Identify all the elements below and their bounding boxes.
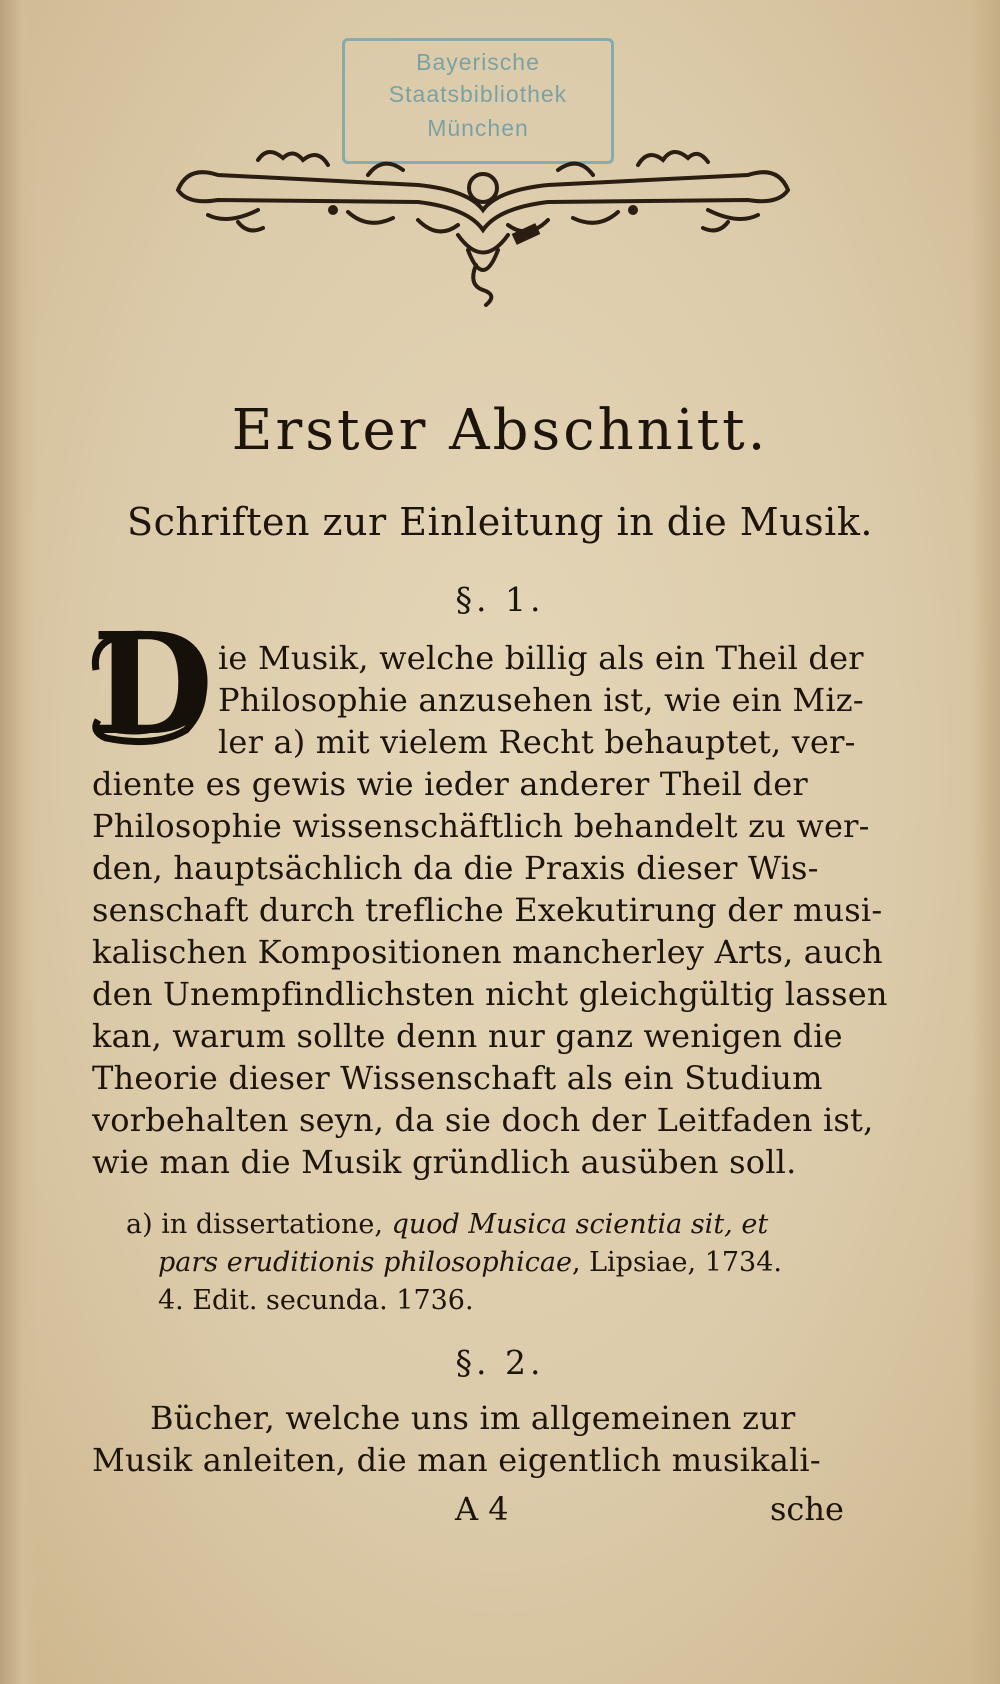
chapter-subheading: Schriften zur Einleitung in die Musik. — [127, 500, 873, 544]
text-line: Philosophie wissenschäftlich behandelt zu wer- — [92, 807, 870, 845]
catchword: sche — [770, 1490, 844, 1528]
text-line: Theorie dieser Wissenschaft als ein Studium — [92, 1059, 823, 1097]
text-line: vorbehalten seyn, da sie doch der Leitfaden ist, — [92, 1101, 874, 1139]
section-mark-2: §. 2. — [455, 1343, 545, 1382]
text-line: den Unempfindlichsten nicht gleichgültig lassen — [92, 975, 888, 1013]
text-line: Philosophie anzusehen ist, wie ein Miz- — [218, 681, 864, 719]
page-edge-shadow-right — [970, 0, 1000, 1684]
text-line: Bücher, welche uns im allgemeinen zur — [150, 1399, 796, 1437]
text-line: wie man die Musik gründlich ausüben soll. — [92, 1143, 797, 1181]
section-mark-1: §. 1. — [455, 580, 545, 619]
text-line: diente es gewis wie ieder anderer Theil der — [92, 765, 808, 803]
stamp-line-2: Staatsbibliothek — [388, 81, 568, 107]
drop-capital: D — [92, 603, 214, 767]
headpiece-ornament-icon — [168, 140, 798, 310]
text-line: ler a) mit vielem Recht behauptet, ver- — [218, 723, 856, 761]
text-line: senschaft durch trefliche Exekutirung der musi- — [92, 891, 883, 929]
stamp-line-3: München — [427, 115, 529, 141]
text-line: den, hauptsächlich da die Praxis dieser Wis- — [92, 849, 819, 887]
footnote-line-2: pars eruditionis philosophicae, Lipsiae, 1734. — [158, 1247, 782, 1278]
signature-mark: A 4 — [455, 1490, 509, 1528]
text-line: kan, warum sollte denn nur ganz wenigen die — [92, 1017, 843, 1055]
stamp-line-1: Bayerische — [416, 49, 540, 75]
page-edge-shadow-left — [0, 0, 38, 1684]
footnote-line-1: a) in dissertatione, quod Musica scientia sit, et — [126, 1209, 769, 1240]
text-line: Musik anleiten, die man eigentlich musikali- — [92, 1441, 821, 1479]
text-line: kalischen Kompositionen mancherley Arts, auch — [92, 933, 883, 971]
text-line: ie Musik, welche billig als ein Theil der — [218, 639, 864, 677]
footnote-line-3: 4. Edit. secunda. 1736. — [158, 1285, 474, 1316]
chapter-heading: Erster Abschnitt. — [231, 398, 769, 463]
